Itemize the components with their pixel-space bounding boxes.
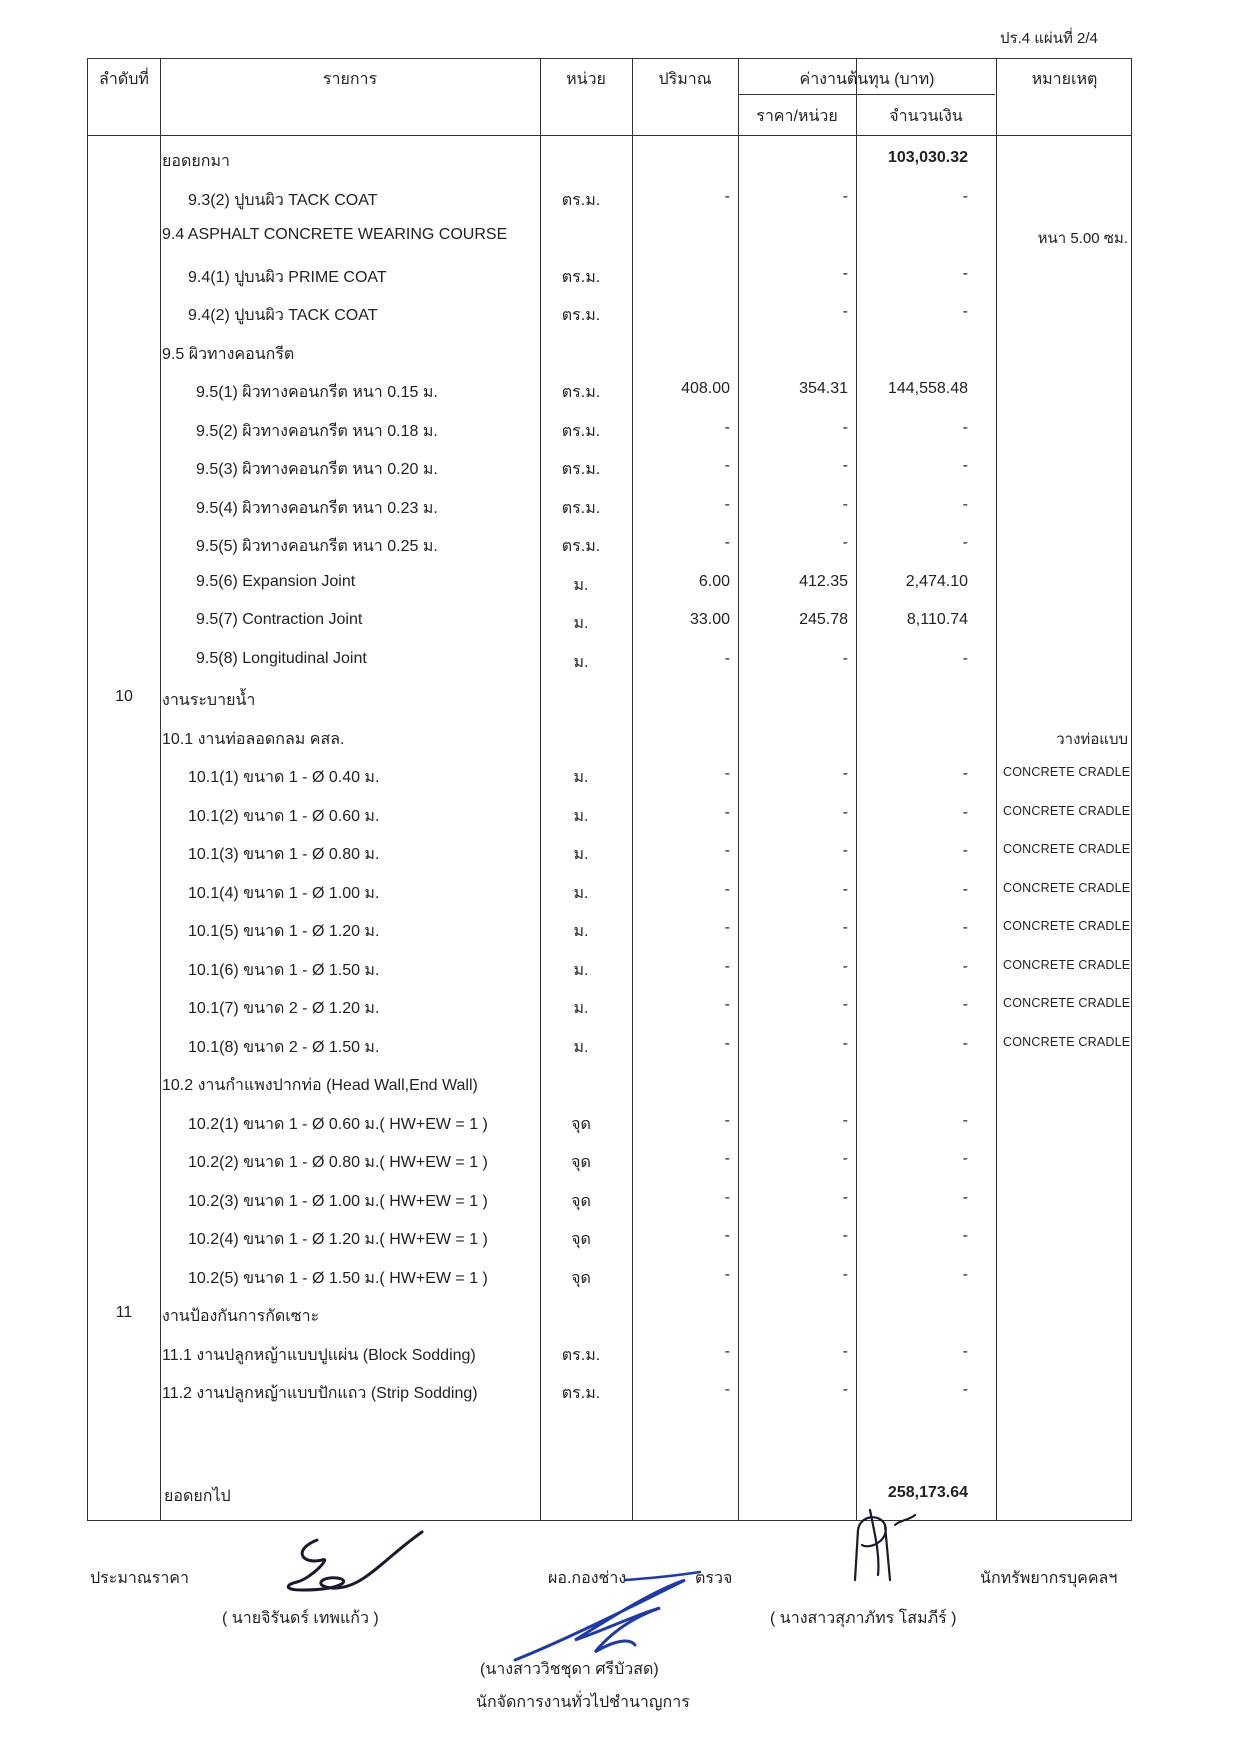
table-row: [88, 640, 1131, 678]
table-row: [88, 216, 1131, 254]
table-row: [88, 1256, 1131, 1294]
table-row: [88, 1333, 1131, 1371]
row-amount: -: [962, 996, 968, 1013]
row-seq: 10: [115, 688, 133, 705]
table-row: [88, 486, 1131, 524]
table-row: [88, 717, 1131, 755]
row-item: 10.2(2) ขนาด 1 - Ø 0.80 ม.( HW+EW = 1 ): [188, 1154, 488, 1171]
row-item: 9.4 ASPHALT CONCRETE WEARING COURSE: [162, 226, 508, 243]
row-unit-price: -: [842, 1227, 848, 1244]
row-amount: -: [962, 457, 968, 474]
row-amount: -: [962, 1342, 968, 1360]
cost-estimate-table: [87, 58, 1132, 1521]
director-position: นักจัดการงานทั่วไปชำนาญการ: [476, 1694, 690, 1711]
table-row: [88, 1140, 1131, 1178]
carry-forward-amount: 258,173.64: [887, 1484, 968, 1501]
row-unit: ม.: [573, 1038, 589, 1056]
row-unit-price: -: [842, 187, 848, 205]
row-qty: 408.00: [681, 380, 730, 397]
row-qty: -: [724, 803, 730, 821]
row-remark: CONCRETE CRADLE: [1003, 880, 1131, 895]
row-unit: ตร.ม.: [561, 538, 601, 555]
row-seq: 11: [115, 1304, 133, 1321]
row-item: 9.5(8) Longitudinal Joint: [196, 649, 367, 667]
table-row: [88, 871, 1131, 909]
row-item: 10.1(2) ขนาด 1 - Ø 0.60 ม.: [188, 807, 380, 825]
row-unit-price: -: [842, 1150, 848, 1167]
header-unit: หน่วย: [566, 71, 606, 88]
director-name: (นางสาววิชชุดา ศรีบัวสด): [480, 1661, 659, 1678]
row-unit-price: -: [842, 495, 848, 513]
hr-position: นักทรัพยากรบุคคลฯ: [980, 1570, 1118, 1587]
row-item: 10.1 งานท่อลอดกลม คสล.: [162, 730, 345, 748]
row-unit-price: -: [842, 649, 848, 667]
table-row: [88, 909, 1131, 947]
row-unit: ม.: [573, 961, 589, 979]
table-row: [88, 948, 1131, 986]
row-qty: -: [724, 996, 730, 1013]
row-qty: -: [724, 919, 730, 936]
table-row: [88, 178, 1131, 216]
row-amount: 103,030.32: [887, 149, 968, 166]
row-amount: -: [962, 1034, 968, 1052]
row-item: ยอดยกมา: [162, 153, 230, 170]
row-qty: -: [724, 880, 730, 898]
row-unit: ตร.ม.: [561, 499, 601, 517]
table-row: [88, 678, 1131, 716]
director-label: ผอ.กองช่าง: [548, 1570, 627, 1587]
row-unit: ม.: [573, 807, 589, 825]
row-unit: ตร.ม.: [561, 422, 601, 440]
row-remark: CONCRETE CRADLE: [1003, 803, 1131, 818]
table-row: [88, 447, 1131, 485]
header-item: รายการ: [322, 71, 378, 88]
row-unit-price: -: [842, 1034, 848, 1052]
header-bottom-border: [88, 135, 1131, 136]
row-item: 9.4(1) ปูบนผิว PRIME COAT: [188, 268, 387, 286]
row-item: 10.2 งานกำแพงปากท่อ (Head Wall,End Wall): [162, 1077, 478, 1094]
table-row: [88, 370, 1131, 408]
row-unit: จุด: [571, 1154, 591, 1171]
row-amount: -: [962, 842, 968, 859]
row-qty: -: [724, 765, 730, 782]
row-remark: CONCRETE CRADLE: [1003, 842, 1131, 856]
row-amount: -: [962, 765, 968, 782]
row-item: 9.5(5) ผิวทางคอนกรีต หนา 0.25 ม.: [196, 538, 438, 555]
row-unit: จุด: [571, 1192, 591, 1210]
row-amount: -: [962, 1381, 968, 1398]
row-qty: -: [724, 495, 730, 513]
header-qty: ปริมาณ: [658, 71, 712, 88]
row-qty: 33.00: [689, 611, 730, 628]
row-qty: -: [724, 1381, 730, 1398]
table-row: [88, 601, 1131, 639]
header-unit-price: ราคา/หน่วย: [756, 108, 838, 125]
row-unit: ตร.ม.: [561, 384, 601, 401]
row-item: 9.5(2) ผิวทางคอนกรีต หนา 0.18 ม.: [196, 422, 438, 440]
row-item: 10.2(3) ขนาด 1 - Ø 1.00 ม.( HW+EW = 1 ): [188, 1192, 488, 1210]
table-row: [88, 1102, 1131, 1140]
checker-name: ( นางสาวสุภาภัทร โสมภีร์ ): [770, 1610, 957, 1627]
table-row: [88, 293, 1131, 331]
row-item: 10.1(4) ขนาด 1 - Ø 1.00 ม.: [188, 884, 380, 902]
row-amount: -: [962, 803, 968, 821]
table-row: [88, 755, 1131, 793]
row-item: 9.5(1) ผิวทางคอนกรีต หนา 0.15 ม.: [196, 384, 438, 401]
row-amount: -: [962, 534, 968, 551]
row-unit-price: -: [842, 1265, 848, 1283]
row-qty: -: [724, 649, 730, 667]
row-unit: ม.: [573, 884, 589, 902]
row-unit-price: -: [842, 1381, 848, 1398]
table-row: [88, 986, 1131, 1024]
row-item: 9.5(3) ผิวทางคอนกรีต หนา 0.20 ม.: [196, 461, 438, 478]
checker-label: ตรวจ: [695, 1570, 733, 1587]
table-row: [88, 524, 1131, 562]
row-amount: -: [962, 649, 968, 667]
row-item: งานระบายน้ำ: [162, 692, 256, 709]
row-qty: -: [724, 418, 730, 436]
row-unit-price: -: [842, 457, 848, 474]
row-amount: 8,110.74: [906, 611, 968, 628]
row-item: 10.1(7) ขนาด 2 - Ø 1.20 ม.: [188, 1000, 380, 1017]
row-item: 11.1 งานปลูกหญ้าแบบปูแผ่น (Block Sodding): [162, 1346, 476, 1364]
row-qty: -: [724, 534, 730, 551]
row-qty: -: [724, 842, 730, 859]
row-qty: 6.00: [698, 572, 730, 590]
table-row: [88, 1063, 1131, 1101]
page-reference: ปร.4 แผ่นที่ 2/4: [1000, 30, 1098, 47]
row-unit-price: -: [842, 996, 848, 1013]
row-remark: CONCRETE CRADLE: [1003, 919, 1131, 933]
header-seq: ลำดับที่: [99, 71, 149, 88]
row-qty: -: [724, 1342, 730, 1360]
row-unit: ตร.ม.: [561, 307, 601, 324]
row-remark: CONCRETE CRADLE: [1003, 957, 1131, 972]
table-row: [88, 332, 1131, 370]
row-unit-price: -: [842, 1342, 848, 1360]
row-unit-price: -: [842, 1111, 848, 1129]
row-unit: ตร.ม.: [561, 461, 601, 478]
row-item: งานป้องกันการกัดเซาะ: [162, 1308, 320, 1325]
row-item: 10.1(6) ขนาด 1 - Ø 1.50 ม.: [188, 961, 380, 979]
row-unit-price: -: [842, 919, 848, 936]
row-item: 10.2(4) ขนาด 1 - Ø 1.20 ม.( HW+EW = 1 ): [188, 1231, 488, 1248]
row-amount: -: [962, 957, 968, 975]
header-divider: [738, 94, 995, 95]
row-amount: -: [962, 880, 968, 898]
table-row: [88, 139, 1131, 177]
estimator-name: ( นายจิรันดร์ เทพแก้ว ): [222, 1610, 379, 1627]
table-row: [88, 832, 1131, 870]
row-qty: -: [724, 187, 730, 205]
row-unit: ม.: [573, 576, 589, 594]
row-remark: CONCRETE CRADLE: [1003, 1034, 1131, 1049]
row-item: 10.2(1) ขนาด 1 - Ø 0.60 ม.( HW+EW = 1 ): [188, 1115, 488, 1133]
table-row: [88, 794, 1131, 832]
row-unit-price: -: [842, 534, 848, 551]
row-item: 10.1(5) ขนาด 1 - Ø 1.20 ม.: [188, 923, 380, 940]
header-remark: หมายเหตุ: [1031, 71, 1098, 88]
header-cost-group: ค่างานต้นทุน (บาท): [799, 71, 935, 88]
row-item: 9.5 ผิวทางคอนกรีต: [162, 345, 295, 363]
row-unit: ตร.ม.: [561, 1346, 601, 1364]
row-item: 10.1(8) ขนาด 2 - Ø 1.50 ม.: [188, 1038, 380, 1056]
row-amount: -: [962, 264, 968, 282]
carry-forward-label: ยอดยกไป: [164, 1488, 231, 1505]
director-signature: [505, 1560, 705, 1670]
row-remark: หนา 5.00 ซม.: [1037, 230, 1128, 247]
row-unit: จุด: [571, 1269, 591, 1287]
row-qty: -: [724, 457, 730, 474]
row-qty: -: [724, 1227, 730, 1244]
row-unit: จุด: [571, 1231, 591, 1248]
row-unit: จุด: [571, 1115, 591, 1133]
row-item: 10.2(5) ขนาด 1 - Ø 1.50 ม.( HW+EW = 1 ): [188, 1269, 488, 1287]
row-amount: -: [962, 1227, 968, 1244]
row-remark: CONCRETE CRADLE: [1003, 996, 1131, 1010]
estimate-label: ประมาณราคา: [90, 1570, 189, 1587]
row-unit-price: -: [842, 957, 848, 975]
row-amount: -: [962, 303, 968, 320]
row-unit-price: -: [842, 1188, 848, 1206]
estimator-signature: [262, 1520, 432, 1600]
row-remark: วางท่อแบบ: [1056, 730, 1128, 748]
row-item: 10.1(3) ขนาด 1 - Ø 0.80 ม.: [188, 846, 380, 863]
row-amount: -: [962, 1188, 968, 1206]
row-amount: -: [962, 1150, 968, 1167]
row-unit-price: 412.35: [799, 572, 848, 590]
carry-forward-row: [88, 1474, 1131, 1512]
table-row: [88, 409, 1131, 447]
row-amount: 144,558.48: [887, 380, 968, 397]
row-amount: -: [962, 1265, 968, 1283]
row-amount: -: [962, 1111, 968, 1129]
row-unit: ม.: [573, 653, 589, 671]
row-amount: -: [962, 495, 968, 513]
table-row: [88, 1294, 1131, 1332]
row-amount: -: [962, 919, 968, 936]
row-qty: -: [724, 1150, 730, 1167]
row-item: 11.2 งานปลูกหญ้าแบบปักแถว (Strip Sodding): [162, 1385, 478, 1402]
header-amount: จำนวนเงิน: [889, 108, 963, 125]
row-remark: CONCRETE CRADLE: [1003, 765, 1131, 779]
row-unit-price: -: [842, 880, 848, 898]
row-unit: ม.: [573, 769, 589, 786]
row-item: 9.3(2) ปูบนผิว TACK COAT: [188, 191, 378, 209]
row-unit-price: -: [842, 842, 848, 859]
row-unit-price: 245.78: [799, 611, 848, 628]
row-unit: ม.: [573, 923, 589, 940]
row-unit-price: -: [842, 765, 848, 782]
row-unit: ตร.ม.: [561, 268, 601, 286]
table-row: [88, 1371, 1131, 1409]
row-qty: -: [724, 1034, 730, 1052]
row-unit-price: -: [842, 264, 848, 282]
row-amount: -: [962, 418, 968, 436]
table-row: [88, 255, 1131, 293]
table-row: [88, 563, 1131, 601]
row-unit-price: -: [842, 418, 848, 436]
row-item: 10.1(1) ขนาด 1 - Ø 0.40 ม.: [188, 769, 380, 786]
row-unit: ม.: [573, 615, 589, 632]
checker-signature: [840, 1505, 920, 1585]
row-amount: 2,474.10: [905, 572, 968, 590]
row-unit: ตร.ม.: [561, 191, 601, 209]
row-unit-price: -: [842, 803, 848, 821]
row-unit-price: 354.31: [799, 380, 848, 397]
row-unit: ตร.ม.: [561, 1385, 601, 1402]
row-qty: -: [724, 1265, 730, 1283]
row-item: 9.5(4) ผิวทางคอนกรีต หนา 0.23 ม.: [196, 499, 438, 517]
row-qty: -: [724, 957, 730, 975]
row-item: 9.5(6) Expansion Joint: [196, 572, 356, 590]
row-item: 9.5(7) Contraction Joint: [196, 611, 363, 628]
row-unit: ม.: [573, 1000, 589, 1017]
row-unit-price: -: [842, 303, 848, 320]
row-qty: -: [724, 1111, 730, 1129]
row-unit: ม.: [573, 846, 589, 863]
table-row: [88, 1179, 1131, 1217]
row-qty: -: [724, 1188, 730, 1206]
row-item: 9.4(2) ปูบนผิว TACK COAT: [188, 307, 378, 324]
row-amount: -: [962, 187, 968, 205]
table-row: [88, 1025, 1131, 1063]
table-row: [88, 1217, 1131, 1255]
